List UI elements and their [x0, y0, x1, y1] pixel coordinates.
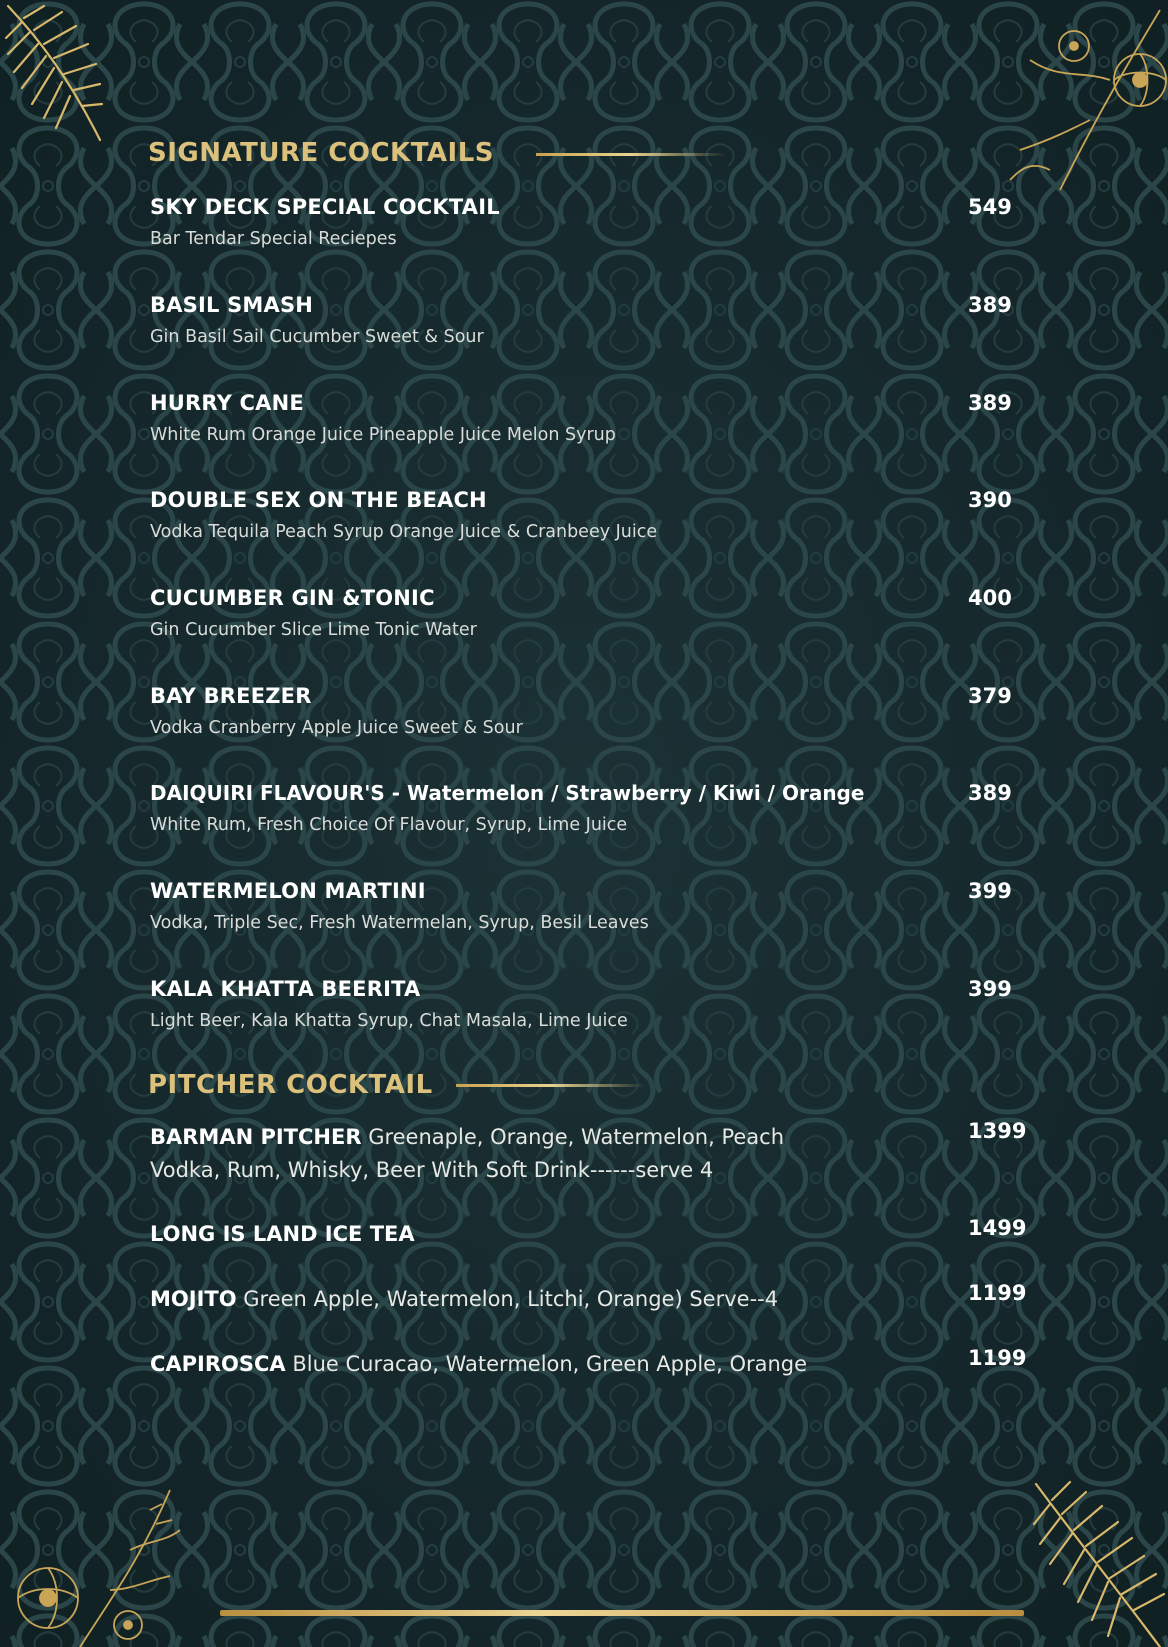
item-description: Vodka, Rum, Whisky, Beer With Soft Drink------serve 4 — [150, 1158, 714, 1182]
item-name: DOUBLE SEX ON THE BEACH — [150, 488, 487, 512]
item-description: Green Apple, Watermelon, Litchi, Orange) Serve--4 — [243, 1287, 779, 1311]
section-title-pitcher: PITCHER COCKTAIL — [148, 1070, 433, 1100]
menu-item — [150, 488, 1020, 542]
item-name: DAIQUIRI FLAVOUR'S - Watermelon / Strawberry / Kiwi / Orange — [150, 781, 865, 805]
menu-item — [150, 1121, 910, 1187]
item-description: Vodka Cranberry Apple Juice Sweet & Sour — [150, 718, 523, 738]
item-price: 389 — [968, 293, 1012, 317]
menu-item — [150, 879, 1020, 933]
menu-item — [150, 977, 1020, 1031]
section-title-signature: SIGNATURE COCKTAILS — [148, 138, 495, 168]
item-price: 399 — [968, 879, 1012, 903]
item-name: WATERMELON MARTINI — [150, 879, 426, 903]
menu-item — [150, 1218, 910, 1251]
item-description: Vodka, Triple Sec, Fresh Watermelan, Syrup, Besil Leaves — [150, 913, 649, 933]
item-name: BAY BREEZER — [150, 684, 312, 708]
palm-leaf-icon — [1030, 1470, 1168, 1647]
item-description: Gin Basil Sail Cucumber Sweet & Sour — [150, 327, 484, 347]
item-description: Vodka Tequila Peach Syrup Orange Juice & Cranbeey Juice — [150, 522, 658, 542]
flower-icon — [0, 1480, 200, 1647]
bottom-divider — [220, 1610, 1024, 1616]
item-price: 1199 — [968, 1346, 1027, 1370]
title-divider — [456, 1084, 646, 1087]
item-price: 549 — [968, 195, 1012, 219]
item-price: 1499 — [968, 1216, 1027, 1240]
menu-item — [150, 1348, 910, 1381]
item-name: BASIL SMASH — [150, 293, 314, 317]
menu-item — [150, 684, 1020, 738]
item-price: 390 — [968, 488, 1012, 512]
item-description: Blue Curacao, Watermelon, Green Apple, Orange — [292, 1352, 808, 1376]
menu-item — [150, 293, 1020, 347]
item-price: 400 — [968, 586, 1012, 610]
item-name: KALA KHATTA BEERITA — [150, 977, 421, 1001]
item-name: MOJITO — [150, 1287, 237, 1311]
item-price: 389 — [968, 391, 1012, 415]
item-name: SKY DECK SPECIAL COCKTAIL — [150, 195, 500, 219]
item-name: BARMAN PITCHER — [150, 1125, 362, 1149]
title-divider — [536, 153, 726, 156]
item-name: LONG IS LAND ICE TEA — [150, 1222, 415, 1246]
menu-item — [150, 391, 1020, 445]
item-name: CUCUMBER GIN &TONIC — [150, 586, 435, 610]
item-description: Light Beer, Kala Khatta Syrup, Chat Masala, Lime Juice — [150, 1011, 628, 1031]
item-price: 1399 — [968, 1119, 1027, 1143]
item-name: HURRY CANE — [150, 391, 304, 415]
item-name: CAPIROSCA — [150, 1352, 286, 1376]
menu-item — [150, 781, 1020, 835]
item-description: White Rum, Fresh Choice Of Flavour, Syrup, Lime Juice — [150, 815, 628, 835]
item-price: 379 — [968, 684, 1012, 708]
item-description: Greenaple, Orange, Watermelon, Peach — [368, 1125, 785, 1149]
flower-icon — [990, 0, 1168, 200]
item-description: Gin Cucumber Slice Lime Tonic Water — [150, 620, 477, 640]
menu-item — [150, 195, 1020, 249]
item-price: 399 — [968, 977, 1012, 1001]
menu-item — [150, 1283, 910, 1316]
item-description: White Rum Orange Juice Pineapple Juice Melon Syrup — [150, 425, 616, 445]
item-price: 389 — [968, 781, 1012, 805]
item-price: 1199 — [968, 1281, 1027, 1305]
palm-leaf-icon — [0, 0, 110, 150]
menu-item — [150, 586, 1020, 640]
item-description: Bar Tendar Special Reciepes — [150, 229, 397, 249]
